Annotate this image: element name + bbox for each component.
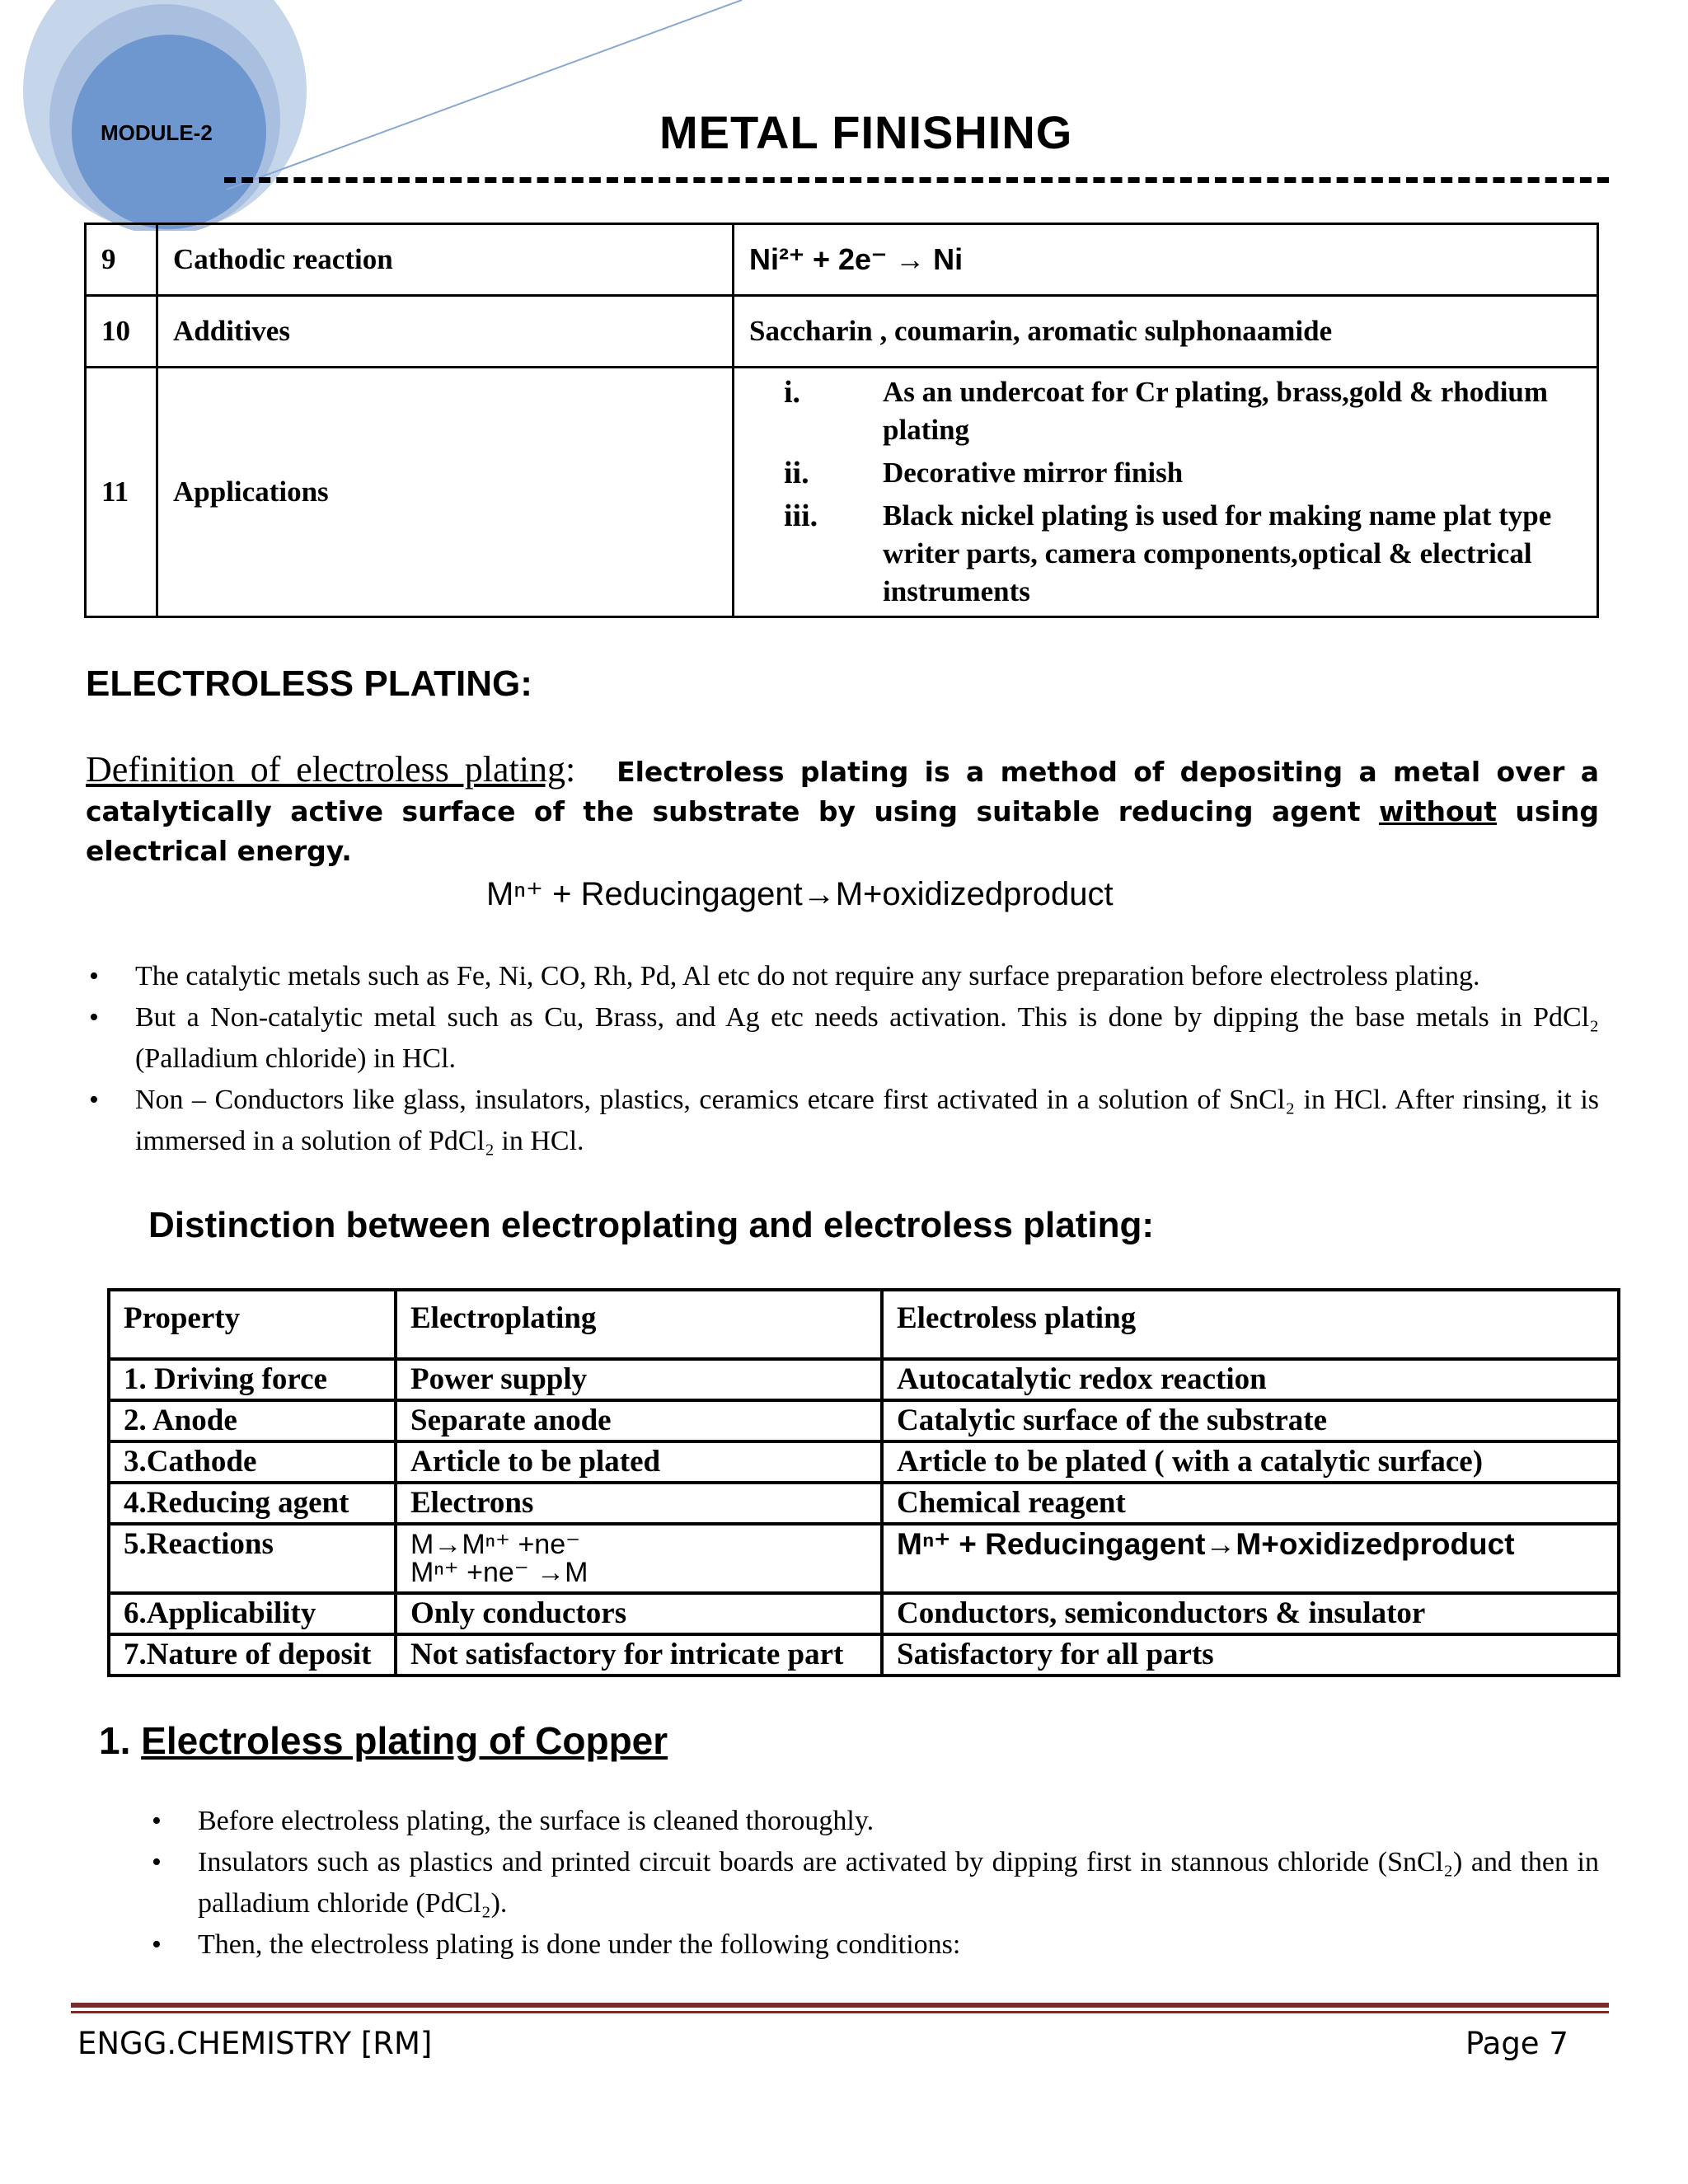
row-number: 9 [86, 224, 157, 296]
applications-cell [734, 368, 1598, 617]
footer-rule-thin [71, 2011, 1609, 2013]
table-cell: Electrons [396, 1483, 882, 1524]
applications-list [734, 373, 1597, 611]
table-cell: Not satisfactory for intricate part [396, 1634, 882, 1675]
definition-text-end: using electrical energy. [86, 795, 1599, 867]
table-cell: Autocatalytic redox reaction [882, 1359, 1619, 1400]
list-item: • Non – Conductors like glass, insulators, plastics, ceramics etcare first activated in a solution of SnCl₂ in HCl. After rinsing, it is immersed in a solution of PdCl₂ in HCl. [135, 1080, 1599, 1162]
table-cell: Conductors, semiconductors & insulator [882, 1593, 1619, 1634]
row-label: Additives [157, 296, 734, 368]
definition-paragraph [86, 750, 1599, 871]
list-item [734, 373, 1597, 449]
header-property: Property [109, 1290, 396, 1359]
header-electroplating: Electroplating [396, 1290, 882, 1359]
table-header-row [109, 1290, 1619, 1359]
definition-underlined: without [1378, 795, 1497, 827]
row-label: Applications [157, 368, 734, 617]
row-label: Cathodic reaction [157, 224, 734, 296]
table-cell: 2. Anode [109, 1400, 396, 1441]
table-row [109, 1593, 1619, 1634]
table-row [109, 1400, 1619, 1441]
table-row [109, 1524, 1619, 1593]
row-number: 10 [86, 296, 157, 368]
table-row [109, 1634, 1619, 1675]
table-cell: Power supply [396, 1359, 882, 1400]
module-label: MODULE-2 [101, 120, 213, 145]
list-number: i. [784, 375, 801, 410]
table-cell: 4.Reducing agent [109, 1483, 396, 1524]
electroless-equation: Mⁿ⁺ + Reducingagent→M+oxidizedproduct [486, 876, 1114, 912]
table-row [86, 224, 1598, 296]
definition-text: Electroless plating is a method of depositing a metal over a catalytically active surface of the substrate by using suitable reducing agent [86, 756, 1599, 827]
row-number: 11 [86, 368, 157, 617]
electroless-bullets [135, 956, 1599, 1162]
section-heading-electroless: ELECTROLESS PLATING: [86, 663, 532, 704]
table-row [109, 1441, 1619, 1483]
definition-colon: : [565, 749, 576, 790]
table-cell: Satisfactory for all parts [882, 1634, 1619, 1675]
list-item: • The catalytic metals such as Fe, Ni, CO, Rh, Pd, Al etc do not require any surface preparation before electroless plating. [135, 956, 1599, 997]
table-row [109, 1359, 1619, 1400]
copper-number: 1. [99, 1719, 142, 1762]
table-cell: 1. Driving force [109, 1359, 396, 1400]
list-item: • But a Non-catalytic metal such as Cu, Brass, and Ag etc needs activation. This is done by dipping the base metals in PdCl₂ (Palladium chloride) in HCl. [135, 997, 1599, 1080]
table-cell: Catalytic surface of the substrate [882, 1400, 1619, 1441]
list-item: • Then, the electroless plating is done under the following conditions: [198, 1924, 1599, 1966]
list-item [734, 497, 1597, 611]
table-cell: 3.Cathode [109, 1441, 396, 1483]
nickel-plating-table [84, 223, 1599, 618]
table-cell-reactions [396, 1524, 882, 1593]
table-row [86, 368, 1598, 617]
copper-bullets [198, 1801, 1599, 1966]
table-cell: Only conductors [396, 1593, 882, 1634]
list-item: • Before electroless plating, the surface is cleaned thoroughly. [198, 1801, 1599, 1842]
header-electroless: Electroless plating [882, 1290, 1619, 1359]
table-cell: 6.Applicability [109, 1593, 396, 1634]
table-cell: Article to be plated [396, 1441, 882, 1483]
list-text: As an undercoat for Cr plating, brass,gold & rhodium plating [883, 376, 1549, 446]
list-item [734, 454, 1597, 492]
list-text: Decorative mirror finish [883, 457, 1184, 489]
table-cell: 5.Reactions [109, 1524, 396, 1593]
reaction-line-1: M→Mⁿ⁺ +ne⁻ [410, 1529, 581, 1560]
cathodic-reaction-value: Ni²⁺ + 2e⁻ → Ni [734, 224, 1598, 296]
copper-title: Electroless plating of Copper [141, 1719, 668, 1762]
table-cell: Chemical reagent [882, 1483, 1619, 1524]
list-item: • Insulators such as plastics and printed circuit boards are activated by dipping first in stannous chloride (SnCl₂) and then in palladium chloride (PdCl₂). [198, 1842, 1599, 1924]
table-cell: Mⁿ⁺ + Reducingagent→M+oxidizedproduct [882, 1524, 1619, 1593]
footer-course: ENGG.CHEMISTRY [RM] [77, 2026, 433, 2061]
comparison-table [107, 1288, 1620, 1677]
table-row [109, 1483, 1619, 1524]
section-heading-copper [99, 1718, 668, 1763]
page-title: METAL FINISHING [659, 106, 1073, 158]
list-text: Black nickel plating is used for making name plat type writer parts, camera components,optical & electrical instruments [883, 499, 1552, 607]
list-number: ii. [784, 456, 809, 490]
header-dashed-divider [224, 177, 1609, 191]
table-row [86, 296, 1598, 368]
footer-page-number: Page 7 [1465, 2026, 1568, 2061]
section-heading-distinction: Distinction between electroplating and electroless plating: [148, 1205, 1154, 1245]
table-cell: Separate anode [396, 1400, 882, 1441]
list-number: iii. [784, 499, 818, 533]
table-cell: 7.Nature of deposit [109, 1634, 396, 1675]
additives-value: Saccharin , coumarin, aromatic sulphonaamide [734, 296, 1598, 368]
definition-label: Definition of electroless plating [86, 749, 565, 790]
reaction-line-2: Mⁿ⁺ +ne⁻ →M [410, 1557, 588, 1588]
table-cell: Article to be plated ( with a catalytic surface) [882, 1441, 1619, 1483]
footer-rule [71, 2003, 1609, 2008]
